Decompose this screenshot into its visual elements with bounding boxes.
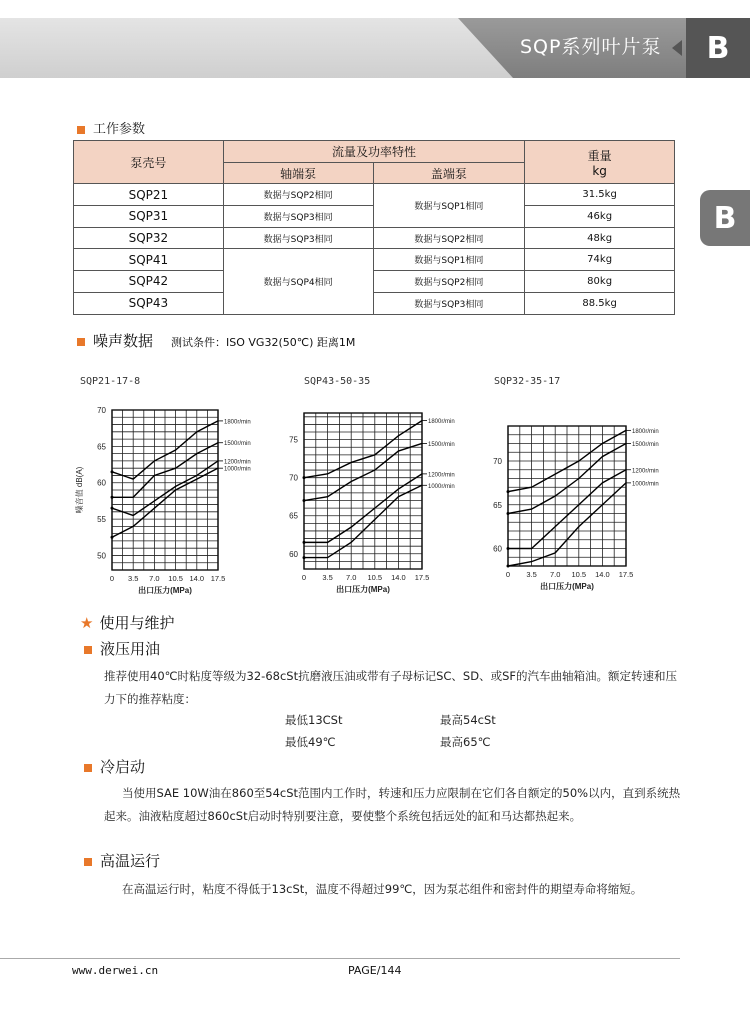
noise-condition: 测试条件：ISO VG32(50℃) 距离1M xyxy=(171,336,356,349)
y-tick-label: 65 xyxy=(493,500,502,510)
th-cover: 盖端泵 xyxy=(373,162,525,184)
y-tick-label: 70 xyxy=(289,473,298,483)
table-row xyxy=(74,249,675,271)
square-bullet-icon xyxy=(77,338,85,346)
data-point xyxy=(303,556,306,559)
series-label: 1500r/min xyxy=(632,442,659,448)
th-shaft: 轴端泵 xyxy=(223,162,373,184)
series-label: 1800r/min xyxy=(428,419,455,426)
data-point xyxy=(507,547,510,550)
x-tick-label: 3.5 xyxy=(526,570,537,579)
series-label: 1200r/min xyxy=(428,472,455,479)
data-point xyxy=(507,512,510,515)
th-flow: 流量及功率特性 xyxy=(223,141,524,163)
th-pump: 泵壳号 xyxy=(74,141,224,184)
x-tick-label: 0 xyxy=(301,573,307,582)
cell-weight: 31.5kg xyxy=(525,184,675,206)
cold-start-title: 冷启动 xyxy=(84,756,145,777)
params-section-title: 工作参数 xyxy=(77,118,145,137)
chart-3-title: SQP32-35-17 xyxy=(494,376,561,387)
series-label: 1000r/min xyxy=(632,481,659,488)
square-bullet-icon xyxy=(84,764,92,772)
cell-model: SQP43 xyxy=(74,292,224,314)
square-bullet-icon xyxy=(84,646,92,654)
x-tick-label: 10.5 xyxy=(168,574,183,583)
chart-1-title: SQP21-17-8 xyxy=(80,376,141,387)
x-tick-label: 14.0 xyxy=(595,570,610,579)
cell-cover: 数据与SQP2相同 xyxy=(373,271,525,293)
cell-model: SQP41 xyxy=(74,249,224,271)
footer-divider xyxy=(0,958,680,959)
side-tab-b[interactable]: B xyxy=(700,190,750,246)
x-tick-label: 17.5 xyxy=(210,574,226,583)
oil-title: 液压用油 xyxy=(84,638,160,659)
x-tick-label: 17.5 xyxy=(414,573,430,582)
header-badge: B xyxy=(686,18,750,78)
footer-page-number: PAGE/144 xyxy=(348,964,402,977)
params-table xyxy=(73,140,675,315)
square-bullet-icon xyxy=(84,858,92,866)
cell-model: SQP31 xyxy=(74,206,224,228)
x-axis-label: 出口压力(MPa) xyxy=(336,585,390,594)
y-tick-label: 60 xyxy=(289,549,298,559)
data-point xyxy=(303,499,306,502)
cell-weight: 74kg xyxy=(525,249,675,271)
y-tick-label: 70 xyxy=(97,406,106,415)
x-tick-label: 7.0 xyxy=(549,570,561,579)
table-row xyxy=(74,292,675,314)
data-point xyxy=(111,536,114,539)
x-axis-label: 出口压力(MPa) xyxy=(138,586,192,595)
x-tick-label: 7.0 xyxy=(149,574,160,583)
cell-cover: 数据与SQP2相同 xyxy=(373,227,525,249)
cell-shaft: 数据与SQP3相同 xyxy=(223,206,373,228)
series-label: 1800r/min xyxy=(632,428,659,435)
cell-model: SQP32 xyxy=(74,227,224,249)
x-tick-label: 17.5 xyxy=(618,570,634,579)
max-temperature: 最高65℃ xyxy=(440,735,491,749)
series-label: 1000r/min xyxy=(224,466,251,473)
data-point xyxy=(111,496,114,499)
table-row xyxy=(74,227,675,249)
x-tick-label: 0 xyxy=(109,574,115,583)
header-title: SQP系列叶片泵 xyxy=(520,36,662,58)
y-tick-label: 60 xyxy=(493,544,502,554)
data-point xyxy=(507,490,510,493)
cell-shaft: 数据与SQP2相同 xyxy=(223,184,373,206)
usage-section-title: ★ 使用与维护 xyxy=(80,614,175,632)
max-viscosity: 最高54cSt xyxy=(440,713,496,727)
data-point xyxy=(111,507,114,510)
cell-cover: 数据与SQP1相同 xyxy=(373,184,525,227)
oil-paragraph: 推荐使用40℃时粘度等级为32-68cSt抗磨液压油或带有子母标记SC、SD、或SF的汽车曲轴箱油。额定转速和压力下的推荐粘度： xyxy=(104,669,677,706)
y-tick-label: 55 xyxy=(97,515,106,525)
series-label: 1500r/min xyxy=(224,441,251,448)
cold-start-paragraph: 当使用SAE 10W油在860至54cSt范围内工作时，转速和压力应限制在它们各自额定的50%以内，直到系统热起来。油液粘度超过860cSt启动时特别要注意，要使整个系统包括远处的缸和马达都热起来。 xyxy=(104,786,681,823)
chart-2-title: SQP43-50-35 xyxy=(304,376,371,387)
x-axis-label: 出口压力(MPa) xyxy=(540,582,594,591)
y-tick-label: 70 xyxy=(493,457,502,466)
noise-chart-sqp32 xyxy=(480,418,680,598)
series-label: 1000r/min xyxy=(428,483,455,490)
y-tick-label: 50 xyxy=(97,551,106,561)
y-axis-label: 噪音值 dB(A) xyxy=(75,466,84,514)
series-label: 1500r/min xyxy=(428,441,455,448)
cell-model: SQP42 xyxy=(74,271,224,293)
high-temp-paragraph: 在高温运行时，粘度不得低于13cSt，温度不得超过99℃，因为泵芯组件和密封件的期望寿命将缩短。 xyxy=(122,882,643,896)
x-tick-label: 3.5 xyxy=(127,574,139,583)
star-icon: ★ xyxy=(80,614,94,632)
cell-shaft: 数据与SQP4相同 xyxy=(223,249,373,314)
cell-weight: 88.5kg xyxy=(525,292,675,314)
series-label: 1800r/min xyxy=(224,419,251,426)
cell-shaft: 数据与SQP3相同 xyxy=(223,227,373,249)
data-point xyxy=(303,476,306,479)
square-bullet-icon xyxy=(77,126,85,134)
min-viscosity: 最低13CSt xyxy=(285,713,343,727)
high-temp-title: 高温运行 xyxy=(84,850,160,871)
noise-chart-sqp21 xyxy=(60,400,255,600)
y-tick-label: 65 xyxy=(289,511,298,521)
noise-section-title: 噪声数据 测试条件：ISO VG32(50℃) 距离1M xyxy=(77,330,355,351)
series-label: 1200r/min xyxy=(632,468,659,475)
cell-cover: 数据与SQP3相同 xyxy=(373,292,525,314)
table-row xyxy=(74,184,675,206)
x-tick-label: 0 xyxy=(505,570,511,579)
data-point xyxy=(507,565,510,568)
cell-cover: 数据与SQP1相同 xyxy=(373,249,525,271)
series-label: 1200r/min xyxy=(224,459,251,466)
header-arrow-icon xyxy=(672,40,682,56)
table-row xyxy=(74,271,675,293)
x-tick-label: 7.0 xyxy=(345,573,357,582)
x-tick-label: 14.0 xyxy=(189,574,205,583)
cell-weight: 46kg xyxy=(525,206,675,228)
noise-chart-sqp43 xyxy=(280,405,475,600)
y-tick-label: 60 xyxy=(97,478,106,488)
x-tick-label: 10.5 xyxy=(367,573,383,582)
data-point xyxy=(303,541,306,544)
cell-weight: 48kg xyxy=(525,227,675,249)
cell-weight: 80kg xyxy=(525,271,675,293)
th-weight: 重量 kg xyxy=(525,141,675,184)
min-temperature: 最低49℃ xyxy=(285,735,336,749)
y-tick-label: 65 xyxy=(97,442,106,452)
x-tick-label: 10.5 xyxy=(571,570,587,579)
y-tick-label: 75 xyxy=(289,435,298,445)
x-tick-label: 3.5 xyxy=(322,573,333,582)
footer-url[interactable]: www.derwei.cn xyxy=(72,964,159,977)
cell-model: SQP21 xyxy=(74,184,224,206)
data-point xyxy=(111,470,114,473)
x-tick-label: 14.0 xyxy=(391,573,406,582)
